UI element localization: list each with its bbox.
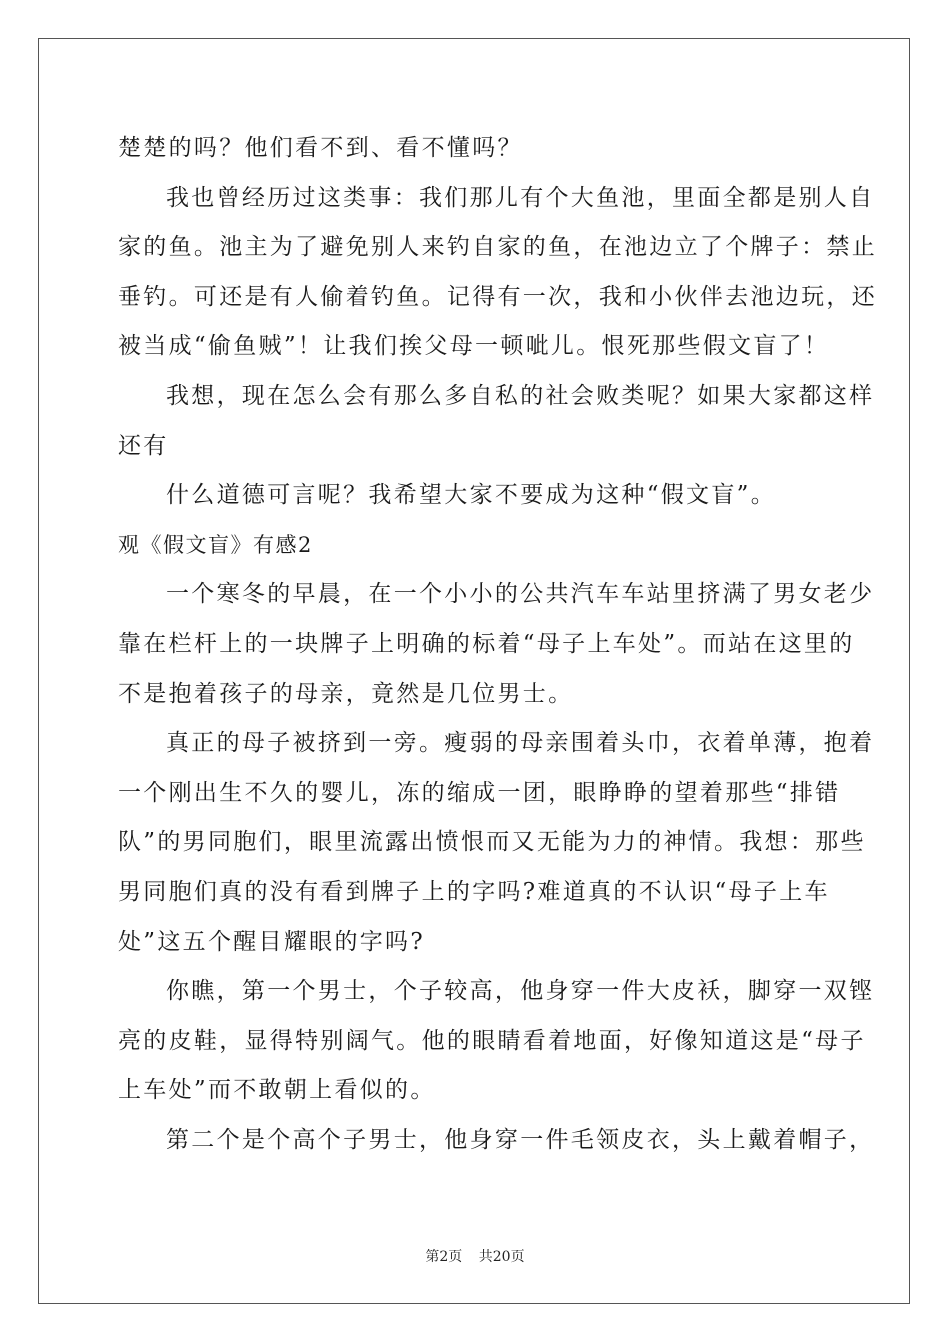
text-line: 队”的男同胞们，眼里流露出愤恨而又无能为力的神情。我想：那些 bbox=[118, 829, 866, 856]
text-line: 你瞧，第一个男士，个子较高，他身穿一件大皮袄，脚穿一双铿 bbox=[166, 978, 875, 1005]
text-line: 垂钓。可还是有人偷着钓鱼。记得有一次，我和小伙伴去池边玩，还 bbox=[118, 283, 877, 310]
text-line: 我也曾经历过这类事：我们那儿有个大鱼池，里面全都是别人自 bbox=[166, 184, 875, 211]
text-line: 上车处”而不敢朝上看似的。 bbox=[118, 1077, 436, 1104]
page-total: 共20页 bbox=[478, 1249, 525, 1265]
text-line: 第二个是个高个子男士，他身穿一件毛领皮衣，头上戴着帽子， bbox=[166, 1126, 875, 1153]
text-line: 男同胞们真的没有看到牌子上的字吗?难道真的不认识“母子上车 bbox=[118, 878, 830, 905]
text-line: 还有 bbox=[118, 432, 169, 459]
text-line: 楚楚的吗？他们看不到、看不懂吗？ bbox=[118, 135, 523, 161]
page-footer bbox=[0, 1246, 950, 1266]
text-line: 亮的皮鞋，显得特别阔气。他的眼睛看着地面，好像知道这是“母子 bbox=[118, 1027, 866, 1054]
text-line: 被当成“偷鱼贼”！让我们挨父母一顿呲儿。恨死那些假文盲了！ bbox=[118, 333, 830, 360]
text-line: 我想，现在怎么会有那么多自私的社会败类呢？如果大家都这样 bbox=[166, 382, 875, 409]
text-line: 家的鱼。池主为了避免别人来钓自家的鱼，在池边立了个牌子：禁止 bbox=[118, 234, 877, 261]
text-line: 一个寒冬的早晨，在一个小小的公共汽车车站里挤满了男女老少 bbox=[166, 581, 875, 608]
text-line: 真正的母子被挤到一旁。瘦弱的母亲围着头巾，衣着单薄，抱着 bbox=[166, 730, 875, 757]
text-line: 靠在栏杆上的一块牌子上明确的标着“母子上车处”。而站在这里的 bbox=[118, 630, 855, 657]
page-number: 第2页 bbox=[425, 1249, 463, 1265]
text-line: 不是抱着孩子的母亲，竟然是几位男士。 bbox=[118, 680, 574, 707]
document-body bbox=[118, 124, 877, 1165]
text-line: 什么道德可言呢？我希望大家不要成为这种“假文盲”。 bbox=[166, 482, 777, 509]
section-heading: 观《假文盲》有感2 bbox=[118, 532, 313, 557]
text-line: 处”这五个醒目耀眼的字吗? bbox=[118, 928, 425, 955]
text-line: 一个刚出生不久的婴儿，冻的缩成一团，眼睁睁的望着那些“排错 bbox=[118, 779, 841, 806]
